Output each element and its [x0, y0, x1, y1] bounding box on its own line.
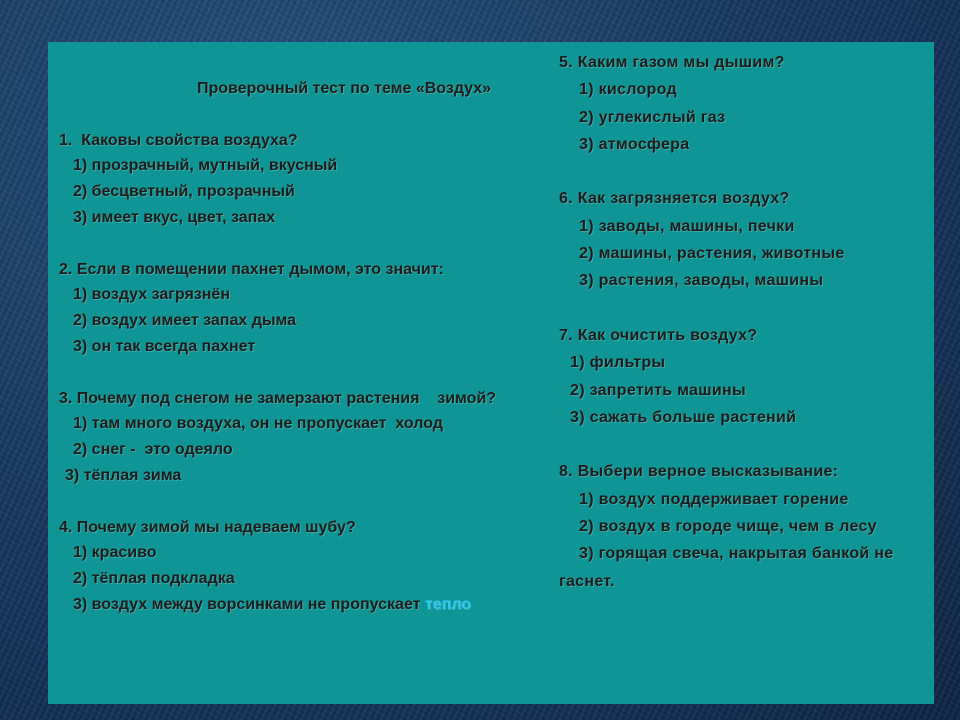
answer-4-3 — [59, 592, 549, 618]
answer-3-1: 1) там много воздуха, он не пропускает холод — [73, 415, 443, 433]
question-2: 2. Если в помещении пахнет дымом, это значит: — [59, 260, 444, 278]
answer-6-2: 2) машины, растения, животные — [579, 245, 845, 263]
answer-8-2: 2) воздух в городе чище, чем в лесу — [579, 518, 877, 536]
answer-8-3-continuation: гаснет. — [559, 572, 615, 590]
answer-5-2: 2) углекислый газ — [579, 108, 726, 126]
answer-7-1: 1) фильтры — [570, 354, 666, 372]
answer-7-2: 2) запретить машины — [570, 381, 746, 399]
spacer — [559, 431, 924, 458]
answer-7-3: 3) сажать больше растений — [570, 408, 797, 426]
answer-6-1: 1) заводы, машины, печки — [579, 217, 795, 235]
question-8: 8. Выбери верное высказывание: — [559, 463, 839, 481]
spacer — [559, 158, 924, 185]
answer-4-3-text: 3) воздух между ворсинками не пропускает — [73, 595, 425, 613]
question-1: 1. Каковы свойства воздуха? — [59, 131, 298, 149]
question-7: 7. Как очистить воздух? — [559, 326, 758, 344]
question-4: 4. Почему зимой мы надеваем шубу? — [59, 518, 356, 536]
answer-2-3: 3) он так всегда пахнет — [73, 337, 256, 355]
slide-panel — [48, 42, 934, 704]
answer-3-2: 2) снег - это одеяло — [73, 441, 233, 459]
page-title: Проверочный тест по теме «Воздух» — [196, 80, 492, 97]
answer-8-3: 3) горящая свеча, накрытая банкой не — [579, 545, 894, 563]
answer-2-2: 2) воздух имеет запах дыма — [73, 312, 297, 330]
left-column — [59, 42, 549, 618]
spacer — [59, 231, 549, 257]
answer-1-3: 3) имеет вкус, цвет, запах — [73, 208, 276, 226]
spacer — [59, 489, 549, 515]
answer-2-1: 1) воздух загрязнён — [73, 286, 230, 304]
answer-5-1: 1) кислород — [579, 81, 677, 99]
answer-6-3: 3) растения, заводы, машины — [579, 272, 824, 290]
spacer — [59, 102, 549, 128]
right-column — [559, 42, 924, 595]
question-5: 5. Каким газом мы дышим? — [559, 54, 785, 71]
spacer — [59, 360, 549, 386]
answer-5-3: 3) атмосфера — [579, 135, 690, 153]
answer-1-2: 2) бесцветный, прозрачный — [73, 183, 295, 201]
answer-4-1: 1) красиво — [73, 544, 157, 562]
question-3: 3. Почему под снегом не замерзают растения зимой? — [59, 389, 497, 407]
answer-1-1: 1) прозрачный, мутный, вкусный — [73, 157, 338, 175]
answer-4-3-highlight: тепло — [424, 595, 472, 613]
question-6: 6. Как загрязняется воздух? — [559, 190, 790, 208]
answer-3-3: 3) тёплая зима — [65, 466, 182, 484]
answer-8-1: 1) воздух поддерживает горение — [579, 490, 849, 508]
answer-4-2: 2) тёплая подкладка — [73, 570, 235, 588]
spacer — [559, 295, 924, 322]
